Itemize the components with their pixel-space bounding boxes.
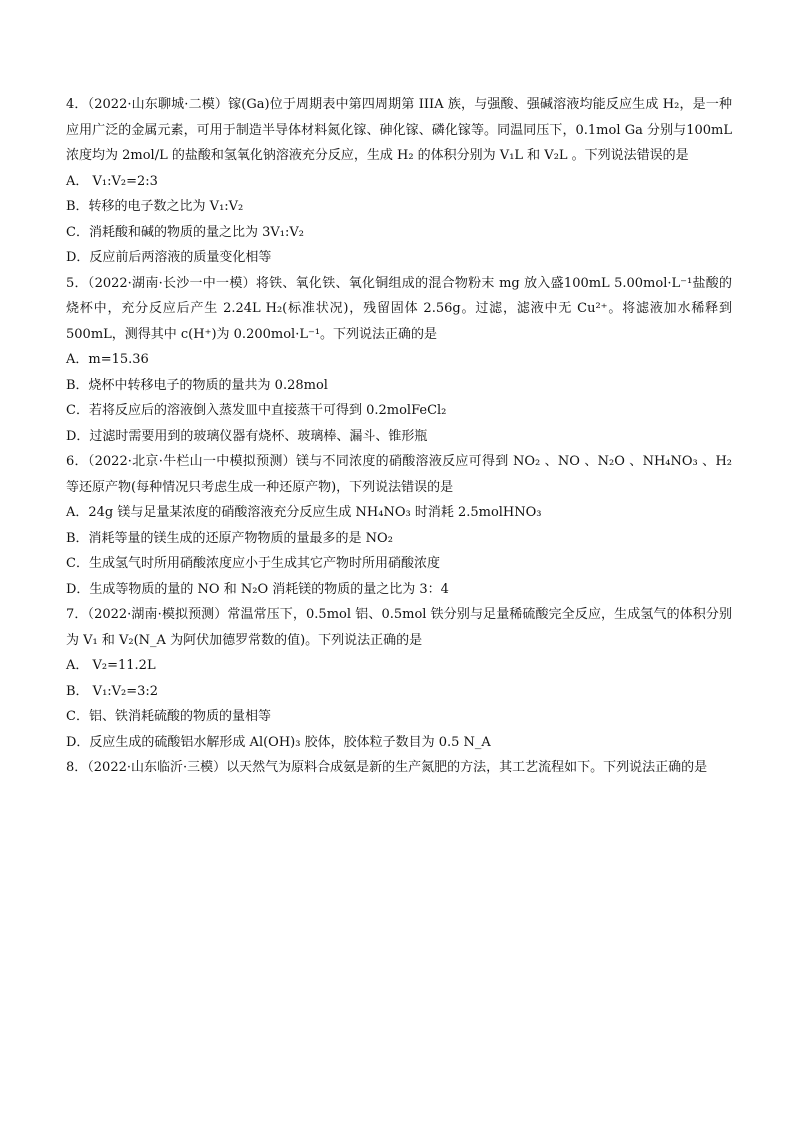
- option-b: B．烧杯中转移电子的物质的量共为 0.28mol: [66, 377, 328, 393]
- option-c: C．消耗酸和碱的物质的量之比为 3V₁:V₂: [66, 224, 304, 240]
- option-d: D．生成等物质的量的 NO 和 N₂O 消耗镁的物质的量之比为 3：4: [66, 581, 449, 597]
- option-b: B．转移的电子数之比为 V₁:V₂: [66, 199, 244, 214]
- question-8: [66, 755, 732, 781]
- question-stem: 4．（2022·山东聊城·二模）镓(Ga)位于周期表中第四周期第 IIIA 族，与强酸、强碱溶液均能反应生成 H₂，是一种应用广泛的金属元素，可用于制造半导体材料氮化镓、砷化镓、磷化镓等。同温同压下，0.1mol Ga 分别与100mL 浓度均为 2mol/L 的盐酸和氢氧化钠溶液充分反应，生成 H₂ 的体积分别为 V₁L 和 V₂L 。下列说法错误的是: [66, 97, 732, 163]
- option-c: C．生成氢气时所用硝酸浓度应小于生成其它产物时所用硝酸浓度: [66, 556, 440, 571]
- option-a: A．24g 镁与足量某浓度的硝酸溶液充分反应生成 NH₄NO₃ 时消耗 2.5molHNO₃: [66, 505, 542, 520]
- question-stem: 6．（2022·北京·牛栏山一中模拟预测）镁与不同浓度的硝酸溶液反应可得到 NO₂ 、NO 、N₂O 、NH₄NO₃ 、H₂ 等还原产物(每种情况只考虑生成一种还原产物)，下列说法错误的是: [66, 454, 732, 495]
- option-a: A． V₂=11.2L: [66, 658, 156, 673]
- option-d: D．反应生成的硫酸铝水解形成 Al(OH)₃ 胶体，胶体粒子数目为 0.5 N_A: [66, 734, 491, 750]
- question-5: [66, 271, 732, 450]
- question-4: [66, 92, 732, 271]
- question-stem: 5．（2022·湖南·长沙一中一模）将铁、氧化铁、氧化铜组成的混合物粉末 mg 放入盛100mL 5.00mol·L⁻¹盐酸的烧杯中，充分反应后产生 2.24L H₂(标准状况)，残留固体 2.56g。过滤，滤液中无 Cu²⁺。将滤液加水稀释到 500mL，测得其中 c(H⁺)为 0.200mol·L⁻¹。下列说法正确的是: [66, 275, 732, 342]
- option-a: A．m=15.36: [66, 352, 149, 367]
- option-a: A． V₁:V₂=2:3: [66, 173, 158, 189]
- option-c: C．铝、铁消耗硫酸的物质的量相等: [66, 709, 271, 724]
- option-b: B．消耗等量的镁生成的还原产物物质的量最多的是 NO₂: [66, 530, 393, 546]
- option-b: B． V₁:V₂=3:2: [66, 683, 159, 699]
- question-list: [66, 92, 732, 781]
- question-6: [66, 449, 732, 602]
- option-c: C．若将反应后的溶液倒入蒸发皿中直接蒸干可得到 0.2molFeCl₂: [66, 403, 447, 418]
- question-stem: 7．（2022·湖南·模拟预测）常温常压下，0.5mol 铝、0.5mol 铁分别与足量稀硫酸完全反应，生成氢气的体积分别为 V₁ 和 V₂(N_A 为阿伏加德罗常数的值)。下列说法正确的是: [66, 607, 732, 648]
- question-stem: 8．（2022·山东临沂·三模）以天然气为原料合成氨是新的生产氮肥的方法，其工艺流程如下。下列说法正确的是: [66, 760, 708, 775]
- option-d: D．过滤时需要用到的玻璃仪器有烧杯、玻璃棒、漏斗、锥形瓶: [66, 428, 428, 444]
- question-7: [66, 602, 732, 755]
- option-d: D．反应前后两溶液的质量变化相等: [66, 250, 272, 265]
